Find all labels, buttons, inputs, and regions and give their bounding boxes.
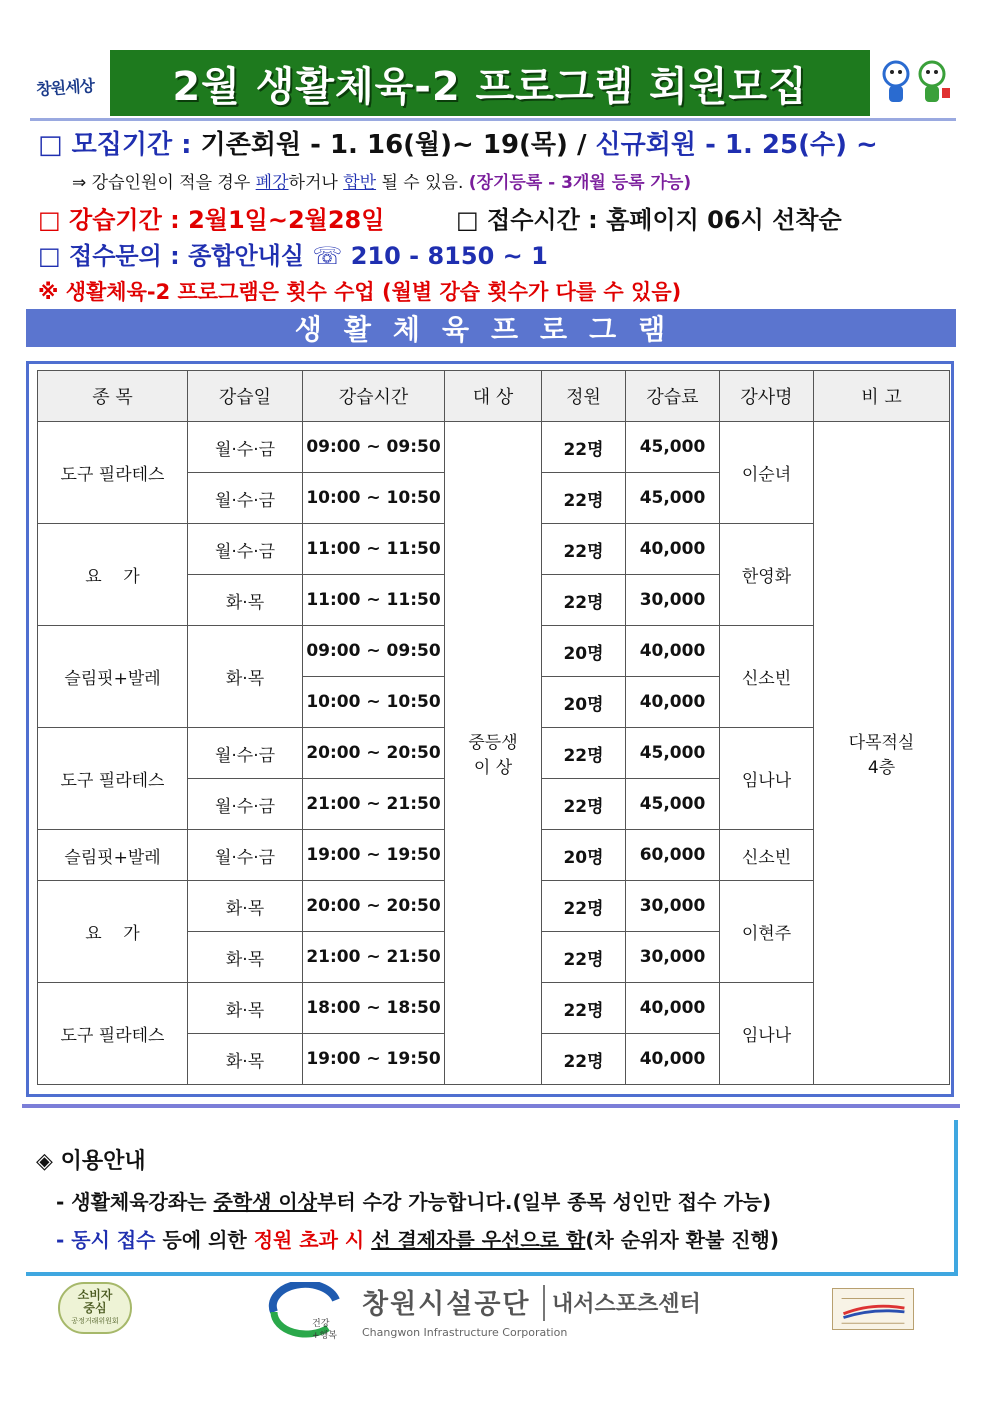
time-cell: 10:00 ~ 10:50 bbox=[303, 677, 445, 728]
capacity-cell: 22명 bbox=[542, 422, 626, 473]
note-cell: 다목적실 4층 bbox=[814, 422, 950, 1085]
capacity-cell: 20명 bbox=[542, 677, 626, 728]
corp-logo-icon bbox=[266, 1282, 346, 1342]
capacity-cell: 22명 bbox=[542, 575, 626, 626]
header-cell: 강습시간 bbox=[303, 371, 445, 422]
info-2-mid: 등에 의한 bbox=[155, 1228, 254, 1252]
corp-english-name: Changwon Infrastructure Corporation bbox=[362, 1326, 568, 1339]
header-cell: 강습료 bbox=[626, 371, 720, 422]
header-cell: 정원 bbox=[542, 371, 626, 422]
day-cell: 화·목 bbox=[188, 881, 303, 932]
header-cell: 강습일 bbox=[188, 371, 303, 422]
day-cell: 월·수·금 bbox=[188, 473, 303, 524]
table-row bbox=[38, 422, 950, 473]
info-2-red: 정원 초과 시 bbox=[253, 1228, 365, 1252]
corp-name: 창원시설공단 bbox=[362, 1289, 531, 1320]
target-cell: 중등생 이 상 bbox=[445, 422, 542, 1085]
header-cell: 강사명 bbox=[720, 371, 814, 422]
fee-cell: 30,000 bbox=[626, 881, 720, 932]
time-cell: 20:00 ~ 20:50 bbox=[303, 881, 445, 932]
recruit-existing: 기존회원 - 1. 16(월)~ 19(목) bbox=[200, 130, 568, 160]
info-2-prefix: - 동시 접수 bbox=[56, 1228, 156, 1252]
day-cell: 화·목 bbox=[188, 983, 303, 1034]
header-cell: 대 상 bbox=[445, 371, 542, 422]
recruit-label: □ 모집기간 : bbox=[38, 130, 192, 160]
page-title bbox=[110, 50, 870, 116]
schedule-table-frame bbox=[26, 361, 954, 1097]
time-cell: 11:00 ~ 11:50 bbox=[303, 524, 445, 575]
close-note-mid: 하거나 bbox=[288, 173, 344, 193]
day-cell: 화·목 bbox=[188, 575, 303, 626]
capacity-cell: 22명 bbox=[542, 881, 626, 932]
close-note-merge: 합반 bbox=[343, 173, 377, 193]
program-bar-text: 생활체육프로그램 bbox=[294, 313, 688, 346]
fee-cell: 40,000 bbox=[626, 524, 720, 575]
info-1-underlined: 중학생 이상 bbox=[213, 1190, 318, 1214]
fee-cell: 40,000 bbox=[626, 677, 720, 728]
fee-cell: 40,000 bbox=[626, 626, 720, 677]
capacity-cell: 22명 bbox=[542, 728, 626, 779]
capacity-cell: 22명 bbox=[542, 1034, 626, 1085]
day-cell: 화·목 bbox=[188, 1034, 303, 1085]
inquiry-phone: □ 접수문의 : 종합안내실 ☏ 210 - 8150 ~ 1 bbox=[38, 242, 548, 270]
consumer-badge-line2: 중심 bbox=[83, 1300, 107, 1315]
day-cell: 월·수·금 bbox=[188, 524, 303, 575]
header-cell: 비 고 bbox=[814, 371, 950, 422]
info-2-suffix: (차 순위자 환불 진행) bbox=[585, 1228, 780, 1252]
fee-cell: 45,000 bbox=[626, 473, 720, 524]
table-bottom-rule bbox=[22, 1104, 960, 1108]
recruit-separator: / bbox=[567, 130, 596, 160]
time-cell: 20:00 ~ 20:50 bbox=[303, 728, 445, 779]
close-note-suffix: 될 수 있음. bbox=[376, 173, 469, 193]
close-note bbox=[72, 168, 691, 193]
info-line-2 bbox=[56, 1224, 779, 1253]
footer-separator bbox=[543, 1285, 545, 1321]
info-2-underlined: 선 결제자를 우선으로 함 bbox=[371, 1228, 586, 1252]
consumer-badge-line3: 공정거래위원회 bbox=[71, 1316, 119, 1325]
fee-cell: 45,000 bbox=[626, 728, 720, 779]
fee-cell: 30,000 bbox=[626, 932, 720, 983]
fee-cell: 45,000 bbox=[626, 422, 720, 473]
capacity-cell: 22명 bbox=[542, 524, 626, 575]
instructor-cell: 이현주 bbox=[720, 881, 814, 983]
program-name-cell: 요 가 bbox=[38, 881, 188, 983]
capacity-cell: 22명 bbox=[542, 932, 626, 983]
changwon-world-logo bbox=[28, 60, 101, 113]
title-text: 2월 생활체육-2 프로그램 회원모집 bbox=[172, 63, 808, 110]
corp-logo-text-1: 건강 bbox=[312, 1319, 330, 1329]
certification-mark-icon bbox=[832, 1288, 914, 1330]
sports-center-name: 내서스포츠센터 bbox=[552, 1292, 701, 1317]
program-name-cell: 도구 필라테스 bbox=[38, 983, 188, 1085]
instructor-cell: 신소빈 bbox=[720, 626, 814, 728]
info-1-prefix: - 생활체육강좌는 bbox=[56, 1190, 214, 1214]
fee-cell: 40,000 bbox=[626, 1034, 720, 1085]
time-cell: 09:00 ~ 09:50 bbox=[303, 626, 445, 677]
info-1-suffix: 부터 수강 가능합니다.(일부 종목 성인만 접수 가능) bbox=[317, 1190, 772, 1214]
fee-cell: 40,000 bbox=[626, 983, 720, 1034]
instructor-cell: 임나나 bbox=[720, 983, 814, 1085]
day-cell: 월·수·금 bbox=[188, 830, 303, 881]
mascots-icon bbox=[876, 56, 956, 108]
corp-logo-text-2: +행복 bbox=[312, 1331, 337, 1341]
capacity-cell: 22명 bbox=[542, 983, 626, 1034]
close-note-cancel: 폐강 bbox=[255, 173, 289, 193]
time-cell: 21:00 ~ 21:50 bbox=[303, 779, 445, 830]
time-cell: 19:00 ~ 19:50 bbox=[303, 830, 445, 881]
reception-time: □ 접수시간 : 홈페이지 06시 선착순 bbox=[456, 206, 842, 234]
info-line-1 bbox=[56, 1186, 771, 1215]
instructor-cell: 임나나 bbox=[720, 728, 814, 830]
program-section-title bbox=[26, 309, 956, 347]
consumer-centered-badge bbox=[58, 1282, 132, 1334]
time-cell: 10:00 ~ 10:50 bbox=[303, 473, 445, 524]
time-cell: 19:00 ~ 19:50 bbox=[303, 1034, 445, 1085]
fee-cell: 30,000 bbox=[626, 575, 720, 626]
left-logo-text: 창원세상 bbox=[35, 75, 95, 99]
schedule-table bbox=[37, 370, 950, 1085]
lesson-period: □ 강습기간 : 2월1일~2월28일 bbox=[38, 206, 385, 234]
capacity-cell: 20명 bbox=[542, 830, 626, 881]
fee-cell: 60,000 bbox=[626, 830, 720, 881]
instructor-cell: 신소빈 bbox=[720, 830, 814, 881]
capacity-cell: 20명 bbox=[542, 626, 626, 677]
recruit-period bbox=[38, 124, 878, 161]
program-name-cell: 요 가 bbox=[38, 524, 188, 626]
time-cell: 09:00 ~ 09:50 bbox=[303, 422, 445, 473]
day-cell: 화·목 bbox=[188, 626, 303, 728]
consumer-badge-line1: 소비자 bbox=[77, 1287, 113, 1302]
day-cell: 화·목 bbox=[188, 932, 303, 983]
capacity-cell: 22명 bbox=[542, 779, 626, 830]
info-title: ◈ 이용안내 bbox=[36, 1149, 146, 1174]
program-name-cell: 도구 필라테스 bbox=[38, 728, 188, 830]
close-note-prefix: ⇒ 강습인원이 적을 경우 bbox=[72, 173, 256, 193]
fee-cell: 45,000 bbox=[626, 779, 720, 830]
table-header-row bbox=[38, 371, 950, 422]
program-name-cell: 도구 필라테스 bbox=[38, 422, 188, 524]
instructor-cell: 이순녀 bbox=[720, 422, 814, 524]
count-note: ※ 생활체육-2 프로그램은 횟수 수업 (월별 강습 횟수가 다를 수 있음) bbox=[38, 280, 682, 304]
long-term-note: (장기등록 - 3개월 등록 가능) bbox=[468, 173, 692, 193]
time-cell: 11:00 ~ 11:50 bbox=[303, 575, 445, 626]
capacity-cell: 22명 bbox=[542, 473, 626, 524]
header-cell: 종 목 bbox=[38, 371, 188, 422]
time-cell: 21:00 ~ 21:50 bbox=[303, 932, 445, 983]
day-cell: 월·수·금 bbox=[188, 728, 303, 779]
day-cell: 월·수·금 bbox=[188, 779, 303, 830]
title-underline bbox=[30, 118, 956, 121]
instructor-cell: 한영화 bbox=[720, 524, 814, 626]
time-cell: 18:00 ~ 18:50 bbox=[303, 983, 445, 1034]
day-cell: 월·수·금 bbox=[188, 422, 303, 473]
recruit-new: 신규회원 - 1. 25(수) ~ bbox=[595, 130, 878, 160]
program-name-cell: 슬림핏+발레 bbox=[38, 626, 188, 728]
program-name-cell: 슬림핏+발레 bbox=[38, 830, 188, 881]
